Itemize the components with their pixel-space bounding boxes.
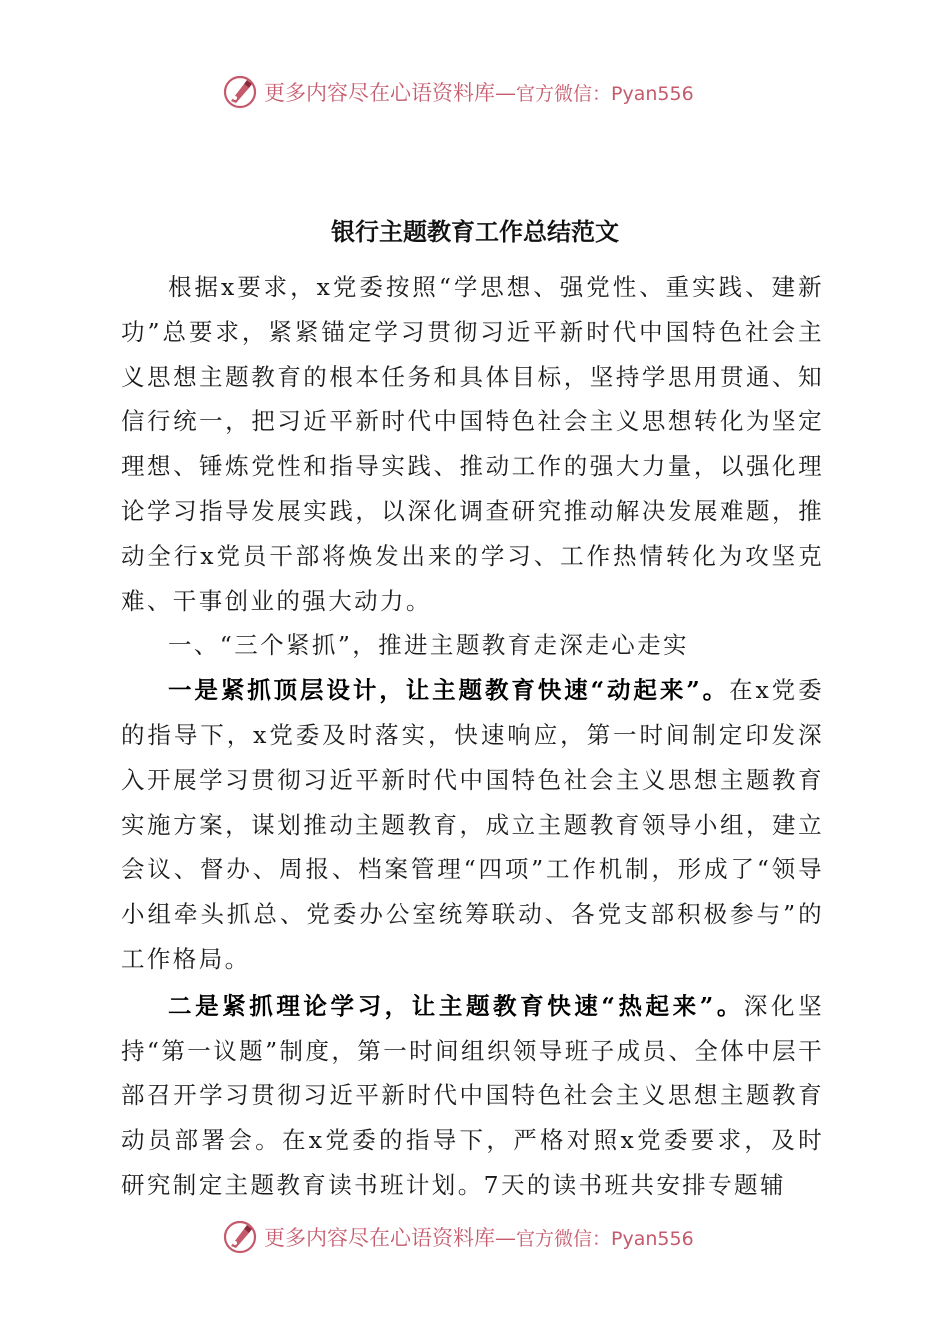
point-two-lead: 二是紧抓理论学习，让主题教育快速“热起来”。 [168,991,744,1020]
banner-wechat: 官方微信：Pyan556 [516,1227,694,1250]
banner-wechat: 官方微信：Pyan556 [516,82,694,105]
point-one-text: 在x党委的指导下，x党委及时落实，快速响应，第一时间制定印发深入开展学习贯彻习近平新时代中国特色社会主义思想主题教育实施方案，谋划推动主题教育，成立主题教育领导小组，建立会议、督办、周报、档案管理“四项”工作机制，形成了“领导小组牵头抓总、党委办公室统筹联动、各党支部积极参与”的工作格局。 [121,676,824,973]
section-heading: 一、“三个紧抓”，推进主题教育走深走心走实 [168,631,689,660]
banner-text: 更多内容尽在心语资料库— [264,1226,516,1250]
banner-text: 更多内容尽在心语资料库— [264,81,516,105]
point-two-paragraph [121,984,824,1208]
point-one-paragraph [121,668,824,982]
point-one-lead: 一是紧抓顶层设计，让主题教育快速“动起来”。 [168,676,730,705]
point-two-text: 深化坚持“第一议题”制度，第一时间组织领导班子成员、全体中层干部召开学习贯彻习近平新时代中国特色社会主义思想主题教育动员部署会。在x党委的指导下，严格对照x党委要求，及时研究制定主题教育读书班计划。7天的读书班共安排专题辅 [121,991,824,1199]
pen-nib-logo-icon [222,74,258,110]
document-body [121,265,824,1208]
intro-paragraph: 根据x要求，x党委按照“学思想、强党性、重实践、建新功”总要求，紧紧锚定学习贯彻习近平新时代中国特色社会主义思想主题教育的根本任务和具体目标，坚持学思用贯通、知信行统一，把习近平新时代中国特色社会主义思想转化为坚定理想、锤炼党性和指导实践、推动工作的强大力量，以强化理论学习指导发展实践，以深化调查研究推动解决发展难题，推动全行x党员干部将焕发出来的学习、工作热情转化为攻坚克难、干事创业的强大动力。 [121,273,824,615]
document-title: 银行主题教育工作总结范文 [331,217,619,246]
header-banner [222,72,694,112]
footer-banner [222,1217,694,1257]
pen-nib-logo-icon [222,1219,258,1255]
